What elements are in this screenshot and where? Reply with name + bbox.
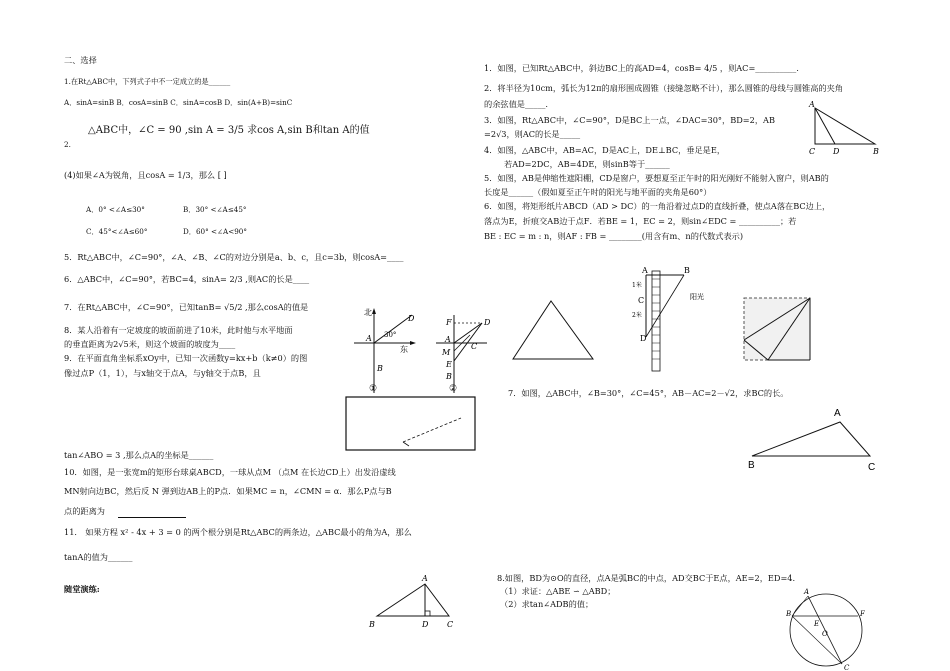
question-2: △ABC中，∠C = 90 ,sin A = 3/5 求cos A,sin B和tan A的值	[88, 125, 370, 136]
question-10-line-1: 10．如图，是一张宽m的矩形台球桌ABCD，一球从点M （点M 在长边CD上）出发沿虚线	[64, 467, 396, 477]
question-4-option-c: C．45°<∠A≤60°	[86, 227, 148, 236]
svg-text:A: A	[809, 100, 815, 109]
svg-text:A: A	[422, 574, 428, 583]
svg-text:F: F	[446, 318, 452, 327]
svg-text:D: D	[422, 620, 429, 629]
svg-text:B: B	[684, 266, 690, 275]
question-4: (4)如果∠A为锐角，且cosA = 1/3，那么 [ ]	[64, 170, 227, 180]
question-1-options: A．sinA=sinB B．cosA=sinB C．sinA=cosB D．sin(A+B)=sinC	[64, 98, 293, 107]
east-label: 东	[400, 345, 408, 354]
svg-text:C: C	[844, 664, 850, 671]
question-10-line-3: 点的距离为	[64, 506, 105, 516]
question-11-line-1: 11． 如果方程 x² - 4x + 3 = 0 的两个根分别是Rt△ABC的两条边，△ABC最小的角为A，那么	[64, 527, 412, 537]
figure-folded-rectangle-q6	[738, 292, 818, 367]
question-11-line-2: tanA的值为______	[64, 552, 133, 562]
question-1: 1.在Rt△ABC中，下列式子中不一定成立的是______	[64, 77, 231, 86]
right-question-8-part-1: （1）求证：△ABE ∽ △ABD；	[500, 586, 616, 596]
right-question-2-line-1: 2．将半径为10cm，弧长为12π的扇形围成圆锥（接缝忽略不计），那么圆锥的母线与圆锥高的夹角	[484, 83, 843, 93]
question-5: 5．Rt△ABC中，∠C=90°，∠A、∠B、∠C的对边分别是a、b、c，且c=3b，则cosA=____	[64, 252, 404, 262]
right-question-5-line-2: 长度是______（假如夏至正午时的阳光与地平面的夹角是60°）	[484, 187, 712, 197]
svg-text:②: ②	[449, 384, 458, 394]
svg-text:C: C	[868, 462, 876, 473]
right-question-8: 8.如图，BD为⊙O的直径，点A是弧BC的中点，AD交BC于E点，AE=2，ED=4.	[497, 573, 796, 583]
svg-text:F: F	[860, 610, 865, 618]
svg-text:C: C	[638, 296, 645, 305]
question-4-option-b: B．30° <∠A≤45°	[183, 205, 247, 214]
svg-text:30°: 30°	[384, 331, 397, 339]
right-question-1: 1．如图，已知Rt△ABC中，斜边BC上的高AD=4，cosB= 4/5 ，则AC=__________.	[484, 63, 799, 73]
svg-text:B: B	[786, 610, 792, 618]
svg-text:O: O	[822, 630, 828, 638]
svg-text:1米: 1米	[632, 282, 642, 289]
question-4-option-a: A．0° <∠A≤30°	[86, 205, 145, 214]
right-question-6-line-1: 6．如图，将矩形纸片ABCD（AD > DC）的一角沿着过点D的直线折叠，使点A落在BC边上，	[484, 201, 831, 211]
svg-text:A: A	[642, 266, 648, 275]
svg-text:A: A	[445, 335, 451, 344]
section-title: 二、选择	[64, 55, 97, 65]
right-question-4-line-2: 若AD=2DC，AB=4DE，则sinB等于______	[504, 159, 670, 169]
figure-compass-1	[352, 305, 432, 395]
svg-text:①: ①	[369, 384, 378, 394]
right-question-4-line-1: 4．如图，△ABC中，AB=AC，D是AC上，DE⊥BC，垂足是E，	[484, 145, 726, 155]
svg-text:C: C	[447, 620, 454, 629]
svg-text:E: E	[446, 360, 452, 369]
question-10-answer-blank	[118, 507, 186, 518]
svg-text:B: B	[873, 147, 879, 155]
right-question-3-line-1: 3．如图，Rt△ABC中，∠C=90°，D是BC上一点，∠DAC=30°，BD=2，AB	[484, 115, 775, 125]
right-question-3-line-2: =2√3，则AC的长是_____	[484, 129, 581, 139]
svg-text:B: B	[377, 364, 383, 373]
svg-text:C: C	[471, 342, 478, 351]
question-6: 6．△ABC中，∠C=90°，若BC=4，sinA= 2/3 ,则AC的长是____	[64, 274, 310, 284]
question-8-line-1: 8．某人沿着有一定坡度的坡面前进了10米，此时他与水平地面	[64, 325, 293, 335]
svg-text:A: A	[834, 408, 841, 419]
practice-heading: 随堂演练:	[64, 584, 100, 594]
figure-triangle-abc	[365, 572, 475, 632]
north-label: 北	[364, 308, 372, 317]
figure-awning-q5	[632, 265, 722, 375]
figure-circle-q8	[786, 586, 876, 671]
svg-text:E: E	[814, 620, 820, 628]
question-8-line-2: 的垂直距离为2√5米，则这个坡面的坡度为____	[64, 339, 236, 349]
svg-text:D: D	[484, 318, 491, 327]
svg-text:B: B	[748, 460, 755, 471]
question-9-line-3: tan∠ABO = 3 ,那么点A的坐标是______	[64, 450, 214, 460]
svg-text:2米: 2米	[632, 312, 642, 319]
figure-compass-2	[432, 305, 492, 395]
question-10-line-2: MN射向边BC，然后反 N 弹到边AB上的P点．如果MC = n，∠CMN = α．那么P点与B	[64, 486, 392, 496]
svg-text:A: A	[366, 334, 372, 343]
svg-text:B: B	[446, 372, 452, 381]
svg-text:M: M	[442, 348, 451, 357]
svg-text:A: A	[804, 588, 810, 596]
svg-text:阳光: 阳光	[690, 293, 704, 301]
right-question-7: 7．如图，△ABC中，∠B=30°，∠C=45°，AB－AC=2－√2，求BC的长。	[508, 388, 789, 398]
question-9-line-1: 9．在平面直角坐标系xOy中，已知一次函数y=kx+b（k≠0）的图	[64, 353, 308, 363]
figure-triangle-q7	[744, 404, 894, 474]
question-4-option-d: D．60° <∠A<90°	[183, 227, 247, 236]
figure-billiard-table	[345, 396, 477, 452]
svg-text:B: B	[369, 620, 375, 629]
question-9-line-2: 像过点P（1，1），与x轴交于点A，与y轴交于点B，且	[64, 368, 261, 378]
right-question-6-line-2: 落点为E，折痕交AB边于点F．若BE = 1，EC = 2，则sin∠EDC = __________；若	[484, 216, 797, 226]
right-question-2-line-2: 的余弦值是_____.	[484, 99, 549, 109]
right-question-5-line-1: 5．如图，AB是伸缩性遮阳棚，CD是窗户，要想夏至正午时的阳光刚好不能射入窗户，则AB的	[484, 173, 829, 183]
right-question-8-part-2: （2）求tan∠ADB的值；	[500, 599, 594, 609]
svg-text:D: D	[833, 147, 840, 155]
figure-isosceles-triangle-q4	[505, 295, 605, 365]
figure-right-triangle-q3	[805, 100, 885, 155]
svg-text:D: D	[640, 334, 647, 343]
question-7: 7．在Rt△ABC中，∠C=90°，已知tanB= √5/2 ,那么cosA的值是	[64, 302, 309, 312]
svg-text:D: D	[408, 314, 415, 323]
question-2-number: 2.	[64, 140, 71, 149]
svg-text:C: C	[809, 147, 816, 155]
right-question-6-line-3: BE : EC = m : n，则AF : FB = ________(用含有m、n的代数式表示)	[484, 231, 744, 241]
